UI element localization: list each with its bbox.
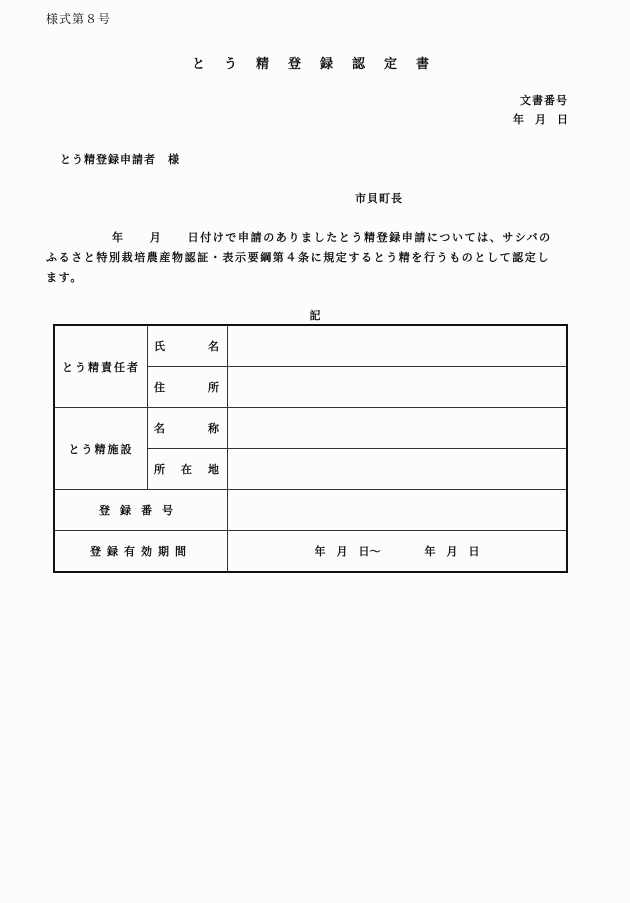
name-label: 氏 名 xyxy=(148,325,228,367)
name-value xyxy=(228,325,568,367)
location-label: 所 在 地 xyxy=(148,449,228,490)
body-line-1: 年 月 日付けで申請のありましたとう精登録申請については、サシバの xyxy=(112,231,552,244)
validity-period-label: 登録有効期間 xyxy=(54,531,228,573)
facility-group-label: とう精施設 xyxy=(54,408,148,490)
document-title: とう精登録認定書 xyxy=(191,57,448,72)
issue-date: 年 月 日 xyxy=(513,113,568,126)
body-line-3: ます。 xyxy=(46,271,83,284)
ki-label: 記 xyxy=(309,309,321,322)
body-line-2: ふるさと特別栽培農産物認証・表示要綱第４条に規定するとう精を行うものとして認定し xyxy=(46,251,550,264)
body-text xyxy=(46,228,586,288)
validity-period-value: 年 月 日～ 年 月 日 xyxy=(228,531,568,573)
registration-number-label: 登録番号 xyxy=(54,490,228,531)
facility-name-value xyxy=(228,408,568,449)
sender: 市貝町長 xyxy=(355,192,403,205)
addressee: とう精登録申請者 様 xyxy=(60,153,180,166)
registration-number-value xyxy=(228,490,568,531)
facility-name-label: 名 称 xyxy=(148,408,228,449)
document-number-label: 文書番号 xyxy=(520,94,568,107)
location-value xyxy=(228,449,568,490)
form-number: 様式第８号 xyxy=(46,12,112,26)
certification-table xyxy=(53,324,568,573)
address-label: 住 所 xyxy=(148,367,228,408)
manager-group-label: とう精責任者 xyxy=(54,325,148,408)
address-value xyxy=(228,367,568,408)
